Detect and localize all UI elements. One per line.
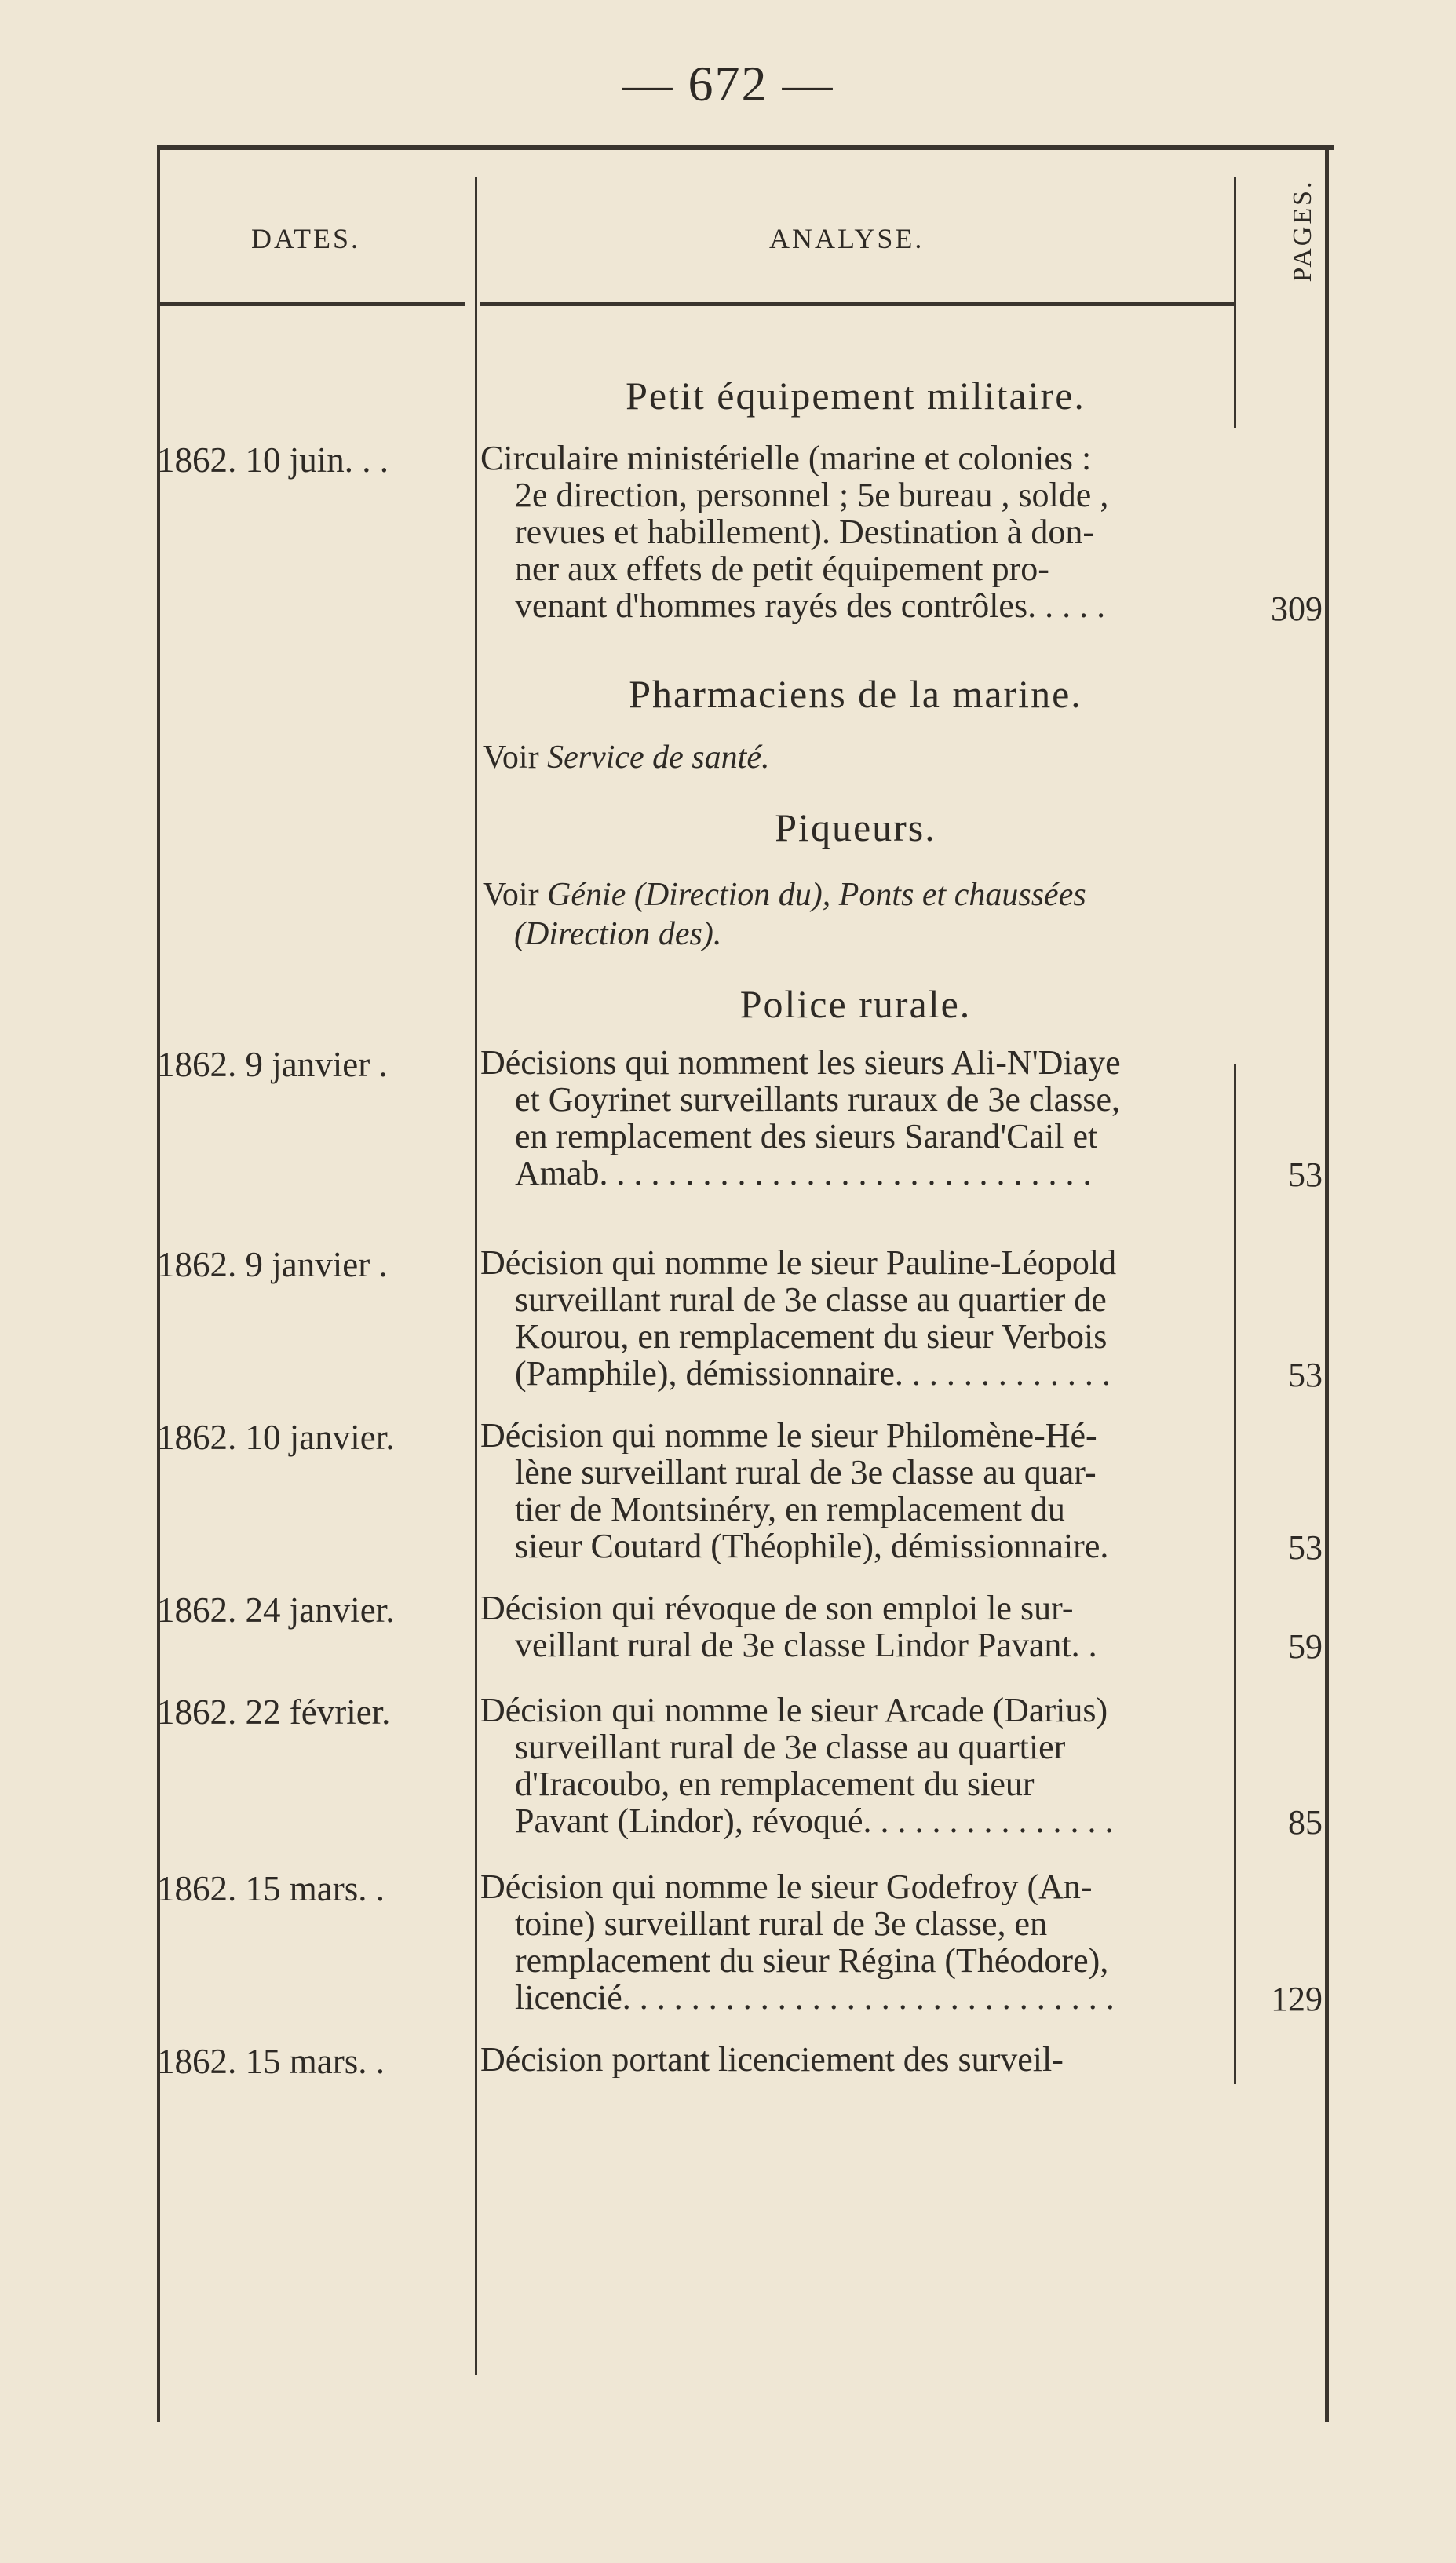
analysis-line: Pavant (Lindor), révoqué. . . . . . . . . . . . . . . [515, 1802, 1114, 1839]
analysis-line: Amab. . . . . . . . . . . . . . . . . . . . . . . . . . . . . [515, 1155, 1092, 1192]
entry-date: 1862. 9 janvier . [157, 1245, 388, 1284]
analysis-line: tier de Montsinéry, en remplacement du [515, 1491, 1065, 1528]
entry-page: 309 [1271, 590, 1323, 628]
analysis-line: Décision qui révoque de son emploi le sur- [480, 1590, 1074, 1627]
entry-date: 1862. 9 janvier . [157, 1045, 388, 1084]
section-title: Police rurale. [739, 982, 972, 1026]
entry-analysis [480, 1590, 1232, 1663]
entry-page: 85 [1288, 1803, 1323, 1842]
header-dates: DATES. [251, 223, 361, 254]
section-title: Piqueurs. [775, 805, 936, 849]
entry-analysis [480, 1868, 1232, 2016]
entry-date: 1862. 15 mars. . [157, 1869, 385, 1908]
entry-date: 1862. 10 juin. . . [157, 440, 389, 480]
entry-date: 1862. 24 janvier. [157, 1590, 395, 1630]
see-reference [483, 875, 1221, 954]
analysis-line: lène surveillant rural de 3e classe au quar- [515, 1454, 1097, 1491]
see-prefix: Voir [483, 739, 548, 776]
analysis-line: remplacement du sieur Régina (Théodore), [515, 1942, 1109, 1979]
analysis-line: venant d'hommes rayés des contrôles. . . . . [515, 587, 1106, 624]
entry-page: 53 [1288, 1156, 1323, 1194]
analysis-line: Décision qui nomme le sieur Arcade (Darius) [480, 1692, 1108, 1729]
see-prefix: Voir [483, 877, 548, 913]
section-title: Petit équipement militaire. [626, 374, 1086, 418]
analysis-line: surveillant rural de 3e classe au quartier [515, 1729, 1066, 1765]
analysis-line: 2e direction, personnel ; 5e bureau , solde , [515, 476, 1109, 513]
analysis-line: Décision qui nomme le sieur Godefroy (An- [480, 1868, 1093, 1905]
analysis-line: Décision portant licenciement des surveil- [480, 2041, 1064, 2078]
entry-page: 53 [1288, 1356, 1323, 1394]
analysis-line: surveillant rural de 3e classe au quartier de [515, 1281, 1107, 1318]
section-title: Pharmaciens de la marine. [629, 672, 1082, 716]
index-table [157, 145, 1334, 2563]
see-reference [483, 738, 1221, 777]
entry-page: 59 [1288, 1627, 1323, 1666]
analysis-line: en remplacement des sieurs Sarand'Cail et [515, 1118, 1098, 1155]
analysis-line: Décisions qui nomment les sieurs Ali-N'Diaye [480, 1044, 1121, 1081]
analysis-line: (Pamphile), démissionnaire. . . . . . . . . . . . . [515, 1355, 1111, 1392]
see-target: Service de santé. [547, 739, 770, 776]
entry-analysis [480, 1692, 1232, 1839]
top-rule [157, 145, 1334, 150]
analysis-line: sieur Coutard (Théophile), démissionnaire. [515, 1528, 1109, 1564]
analysis-line: Circulaire ministérielle (marine et colonies : [480, 440, 1092, 476]
analysis-line: Décision qui nomme le sieur Philomène-Hé- [480, 1417, 1097, 1454]
entry-date: 1862. 15 mars. . [157, 2042, 385, 2081]
entry-analysis [480, 2041, 1232, 2078]
entry-analysis [480, 1244, 1232, 1392]
date-column-rule [475, 177, 477, 2375]
header-rule-left [157, 302, 465, 306]
analysis-line: veillant rural de 3e classe Lindor Pavant. . [515, 1627, 1097, 1663]
analysis-line: et Goyrinet surveillants ruraux de 3e classe, [515, 1081, 1120, 1118]
entry-analysis [480, 1417, 1232, 1564]
analysis-line: ner aux effets de petit équipement pro- [515, 550, 1049, 587]
header-analysis: ANALYSE. [769, 223, 925, 254]
analysis-line: Kourou, en remplacement du sieur Verbois [515, 1318, 1108, 1355]
entry-analysis [480, 1044, 1232, 1192]
see-target: Génie (Direction du), Ponts et chaussées [547, 877, 1086, 913]
see-target-continued: (Direction des). [514, 916, 722, 952]
page-number: — 672 — [622, 56, 834, 111]
analysis-line: revues et habillement). Destination à don- [515, 513, 1094, 550]
page-column-rule-lower [1234, 1064, 1236, 2084]
entry-analysis [480, 440, 1232, 624]
analysis-line: d'Iracoubo, en remplacement du sieur [515, 1765, 1035, 1802]
right-rule [1325, 145, 1329, 2422]
entry-date: 1862. 10 janvier. [157, 1418, 395, 1457]
header-rule-right [480, 302, 1234, 306]
entry-date: 1862. 22 février. [157, 1692, 391, 1732]
entry-page: 129 [1271, 1980, 1323, 2018]
analysis-line: Décision qui nomme le sieur Pauline-Léopold [480, 1244, 1117, 1281]
analysis-line: licencié. . . . . . . . . . . . . . . . . . . . . . . . . . . . . [515, 1979, 1115, 2016]
page-column-rule [1234, 177, 1236, 428]
analysis-line: toine) surveillant rural de 3e classe, en [515, 1905, 1048, 1942]
entry-page: 53 [1288, 1528, 1323, 1567]
header-pages: PAGES. [1288, 179, 1317, 283]
